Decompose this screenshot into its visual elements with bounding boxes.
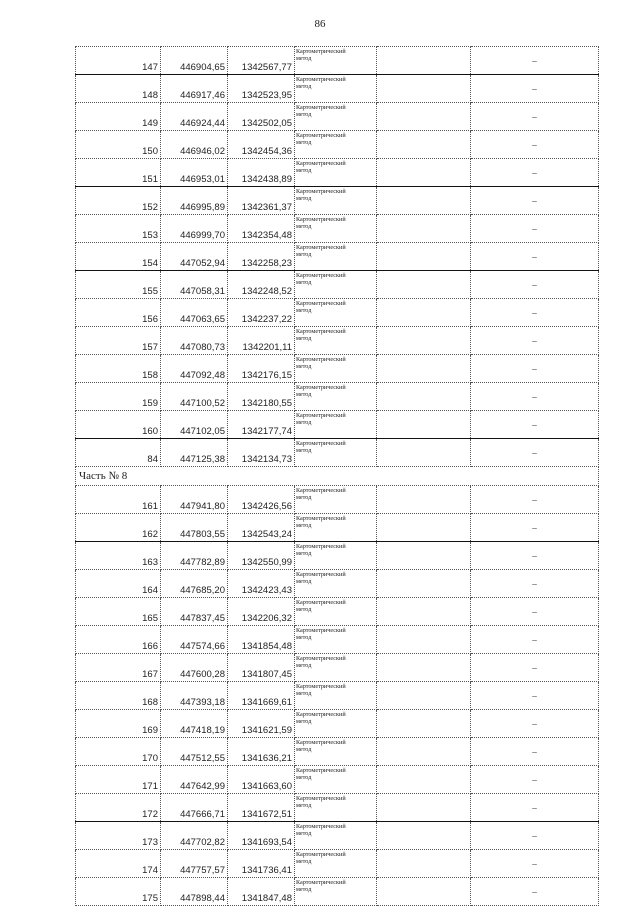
x-coordinate-cell: 447512,55 (161, 738, 228, 766)
dash-cell: – (471, 626, 599, 654)
empty-cell (377, 271, 471, 299)
point-number-cell: 148 (76, 75, 161, 103)
point-number-cell: 165 (76, 598, 161, 626)
method-cell: Картометрический метод (295, 411, 377, 439)
table-row (76, 850, 599, 878)
y-coordinate-cell: 1342134,73 (228, 439, 295, 467)
table-row (76, 271, 599, 299)
empty-cell (377, 47, 471, 75)
method-cell: Картометрический метод (295, 486, 377, 514)
table-row (76, 327, 599, 355)
dash-cell: – (471, 299, 599, 327)
method-cell: Картометрический метод (295, 243, 377, 271)
dash-cell: – (471, 439, 599, 467)
dash-cell: – (471, 103, 599, 131)
empty-cell (377, 103, 471, 131)
point-number-cell: 162 (76, 514, 161, 542)
y-coordinate-cell: 1342201,11 (228, 327, 295, 355)
x-coordinate-cell: 447063,65 (161, 299, 228, 327)
method-cell: Картометрический метод (295, 47, 377, 75)
dash-cell: – (471, 411, 599, 439)
method-cell: Картометрический метод (295, 542, 377, 570)
method-cell: Картометрический метод (295, 738, 377, 766)
dash-cell: – (471, 327, 599, 355)
x-coordinate-cell: 447702,82 (161, 822, 228, 850)
x-coordinate-cell: 446953,01 (161, 159, 228, 187)
x-coordinate-cell: 447102,05 (161, 411, 228, 439)
page-number: 86 (314, 18, 326, 30)
point-number-cell: 84 (76, 439, 161, 467)
empty-cell (377, 570, 471, 598)
x-coordinate-cell: 447837,45 (161, 598, 228, 626)
table-row (76, 542, 599, 570)
method-cell: Картометрический метод (295, 682, 377, 710)
table-row (76, 682, 599, 710)
y-coordinate-cell: 1342502,05 (228, 103, 295, 131)
empty-cell (377, 514, 471, 542)
x-coordinate-cell: 447393,18 (161, 682, 228, 710)
table-row (76, 654, 599, 682)
y-coordinate-cell: 1342206,32 (228, 598, 295, 626)
dash-cell: – (471, 243, 599, 271)
point-number-cell: 160 (76, 411, 161, 439)
dash-cell: – (471, 131, 599, 159)
y-coordinate-cell: 1341847,48 (228, 878, 295, 906)
empty-cell (377, 682, 471, 710)
table-row (76, 738, 599, 766)
method-cell: Картометрический метод (295, 159, 377, 187)
point-number-cell: 155 (76, 271, 161, 299)
table-row (76, 159, 599, 187)
point-number-cell: 171 (76, 766, 161, 794)
y-coordinate-cell: 1342543,24 (228, 514, 295, 542)
x-coordinate-cell: 446999,70 (161, 215, 228, 243)
method-cell: Картометрический метод (295, 598, 377, 626)
x-coordinate-cell: 447757,57 (161, 850, 228, 878)
y-coordinate-cell: 1342177,74 (228, 411, 295, 439)
y-coordinate-cell: 1341669,61 (228, 682, 295, 710)
table-row (76, 794, 599, 822)
empty-cell (377, 766, 471, 794)
dash-cell: – (471, 738, 599, 766)
empty-cell (377, 738, 471, 766)
point-number-cell: 149 (76, 103, 161, 131)
empty-cell (377, 299, 471, 327)
y-coordinate-cell: 1341636,21 (228, 738, 295, 766)
point-number-cell: 154 (76, 243, 161, 271)
y-coordinate-cell: 1342248,52 (228, 271, 295, 299)
y-coordinate-cell: 1342237,22 (228, 299, 295, 327)
method-cell: Картометрический метод (295, 327, 377, 355)
x-coordinate-cell: 446904,65 (161, 47, 228, 75)
method-cell: Картометрический метод (295, 271, 377, 299)
point-number-cell: 172 (76, 794, 161, 822)
method-cell: Картометрический метод (295, 383, 377, 411)
table-row (76, 878, 599, 906)
point-number-cell: 163 (76, 542, 161, 570)
method-cell: Картометрический метод (295, 626, 377, 654)
y-coordinate-cell: 1342361,37 (228, 187, 295, 215)
x-coordinate-cell: 446924,44 (161, 103, 228, 131)
x-coordinate-cell: 446995,89 (161, 187, 228, 215)
dash-cell: – (471, 682, 599, 710)
dash-cell: – (471, 187, 599, 215)
table-row (76, 710, 599, 738)
point-number-cell: 151 (76, 159, 161, 187)
empty-cell (377, 822, 471, 850)
method-cell: Картометрический метод (295, 299, 377, 327)
empty-cell (377, 131, 471, 159)
x-coordinate-cell: 447058,31 (161, 271, 228, 299)
dash-cell: – (471, 710, 599, 738)
coordinates-table (75, 46, 599, 906)
x-coordinate-cell: 447782,89 (161, 542, 228, 570)
dash-cell: – (471, 766, 599, 794)
method-cell: Картометрический метод (295, 75, 377, 103)
y-coordinate-cell: 1341807,45 (228, 654, 295, 682)
point-number-cell: 150 (76, 131, 161, 159)
y-coordinate-cell: 1342180,55 (228, 383, 295, 411)
y-coordinate-cell: 1342454,36 (228, 131, 295, 159)
dash-cell: – (471, 514, 599, 542)
empty-cell (377, 327, 471, 355)
method-cell: Картометрический метод (295, 355, 377, 383)
x-coordinate-cell: 447803,55 (161, 514, 228, 542)
table-row (76, 75, 599, 103)
point-number-cell: 170 (76, 738, 161, 766)
table-row (76, 299, 599, 327)
table-row (76, 570, 599, 598)
y-coordinate-cell: 1342426,56 (228, 486, 295, 514)
empty-cell (377, 439, 471, 467)
table-row (76, 131, 599, 159)
method-cell: Картометрический метод (295, 439, 377, 467)
x-coordinate-cell: 447898,44 (161, 878, 228, 906)
empty-cell (377, 383, 471, 411)
empty-cell (377, 159, 471, 187)
empty-cell (377, 486, 471, 514)
empty-cell (377, 542, 471, 570)
x-coordinate-cell: 447080,73 (161, 327, 228, 355)
method-cell: Картометрический метод (295, 766, 377, 794)
dash-cell: – (471, 271, 599, 299)
x-coordinate-cell: 447125,38 (161, 439, 228, 467)
y-coordinate-cell: 1341854,48 (228, 626, 295, 654)
x-coordinate-cell: 447418,19 (161, 710, 228, 738)
y-coordinate-cell: 1342354,48 (228, 215, 295, 243)
table-row (76, 766, 599, 794)
dash-cell: – (471, 215, 599, 243)
y-coordinate-cell: 1341736,41 (228, 850, 295, 878)
x-coordinate-cell: 447600,28 (161, 654, 228, 682)
x-coordinate-cell: 446917,46 (161, 75, 228, 103)
dash-cell: – (471, 75, 599, 103)
y-coordinate-cell: 1342550,99 (228, 542, 295, 570)
x-coordinate-cell: 447642,99 (161, 766, 228, 794)
method-cell: Картометрический метод (295, 215, 377, 243)
x-coordinate-cell: 447052,94 (161, 243, 228, 271)
x-coordinate-cell: 447685,20 (161, 570, 228, 598)
dash-cell: – (471, 598, 599, 626)
method-cell: Картометрический метод (295, 794, 377, 822)
empty-cell (377, 878, 471, 906)
y-coordinate-cell: 1341693,54 (228, 822, 295, 850)
point-number-cell: 152 (76, 187, 161, 215)
point-number-cell: 175 (76, 878, 161, 906)
dash-cell: – (471, 355, 599, 383)
table-row (76, 103, 599, 131)
method-cell: Картометрический метод (295, 654, 377, 682)
table-row (76, 243, 599, 271)
x-coordinate-cell: 447574,66 (161, 626, 228, 654)
y-coordinate-cell: 1341621,59 (228, 710, 295, 738)
y-coordinate-cell: 1342176,15 (228, 355, 295, 383)
x-coordinate-cell: 447100,52 (161, 383, 228, 411)
section-title: Часть № 8 (76, 467, 599, 486)
method-cell: Картометрический метод (295, 878, 377, 906)
point-number-cell: 156 (76, 299, 161, 327)
method-cell: Картометрический метод (295, 131, 377, 159)
table-row (76, 187, 599, 215)
dash-cell: – (471, 570, 599, 598)
table-row (76, 486, 599, 514)
y-coordinate-cell: 1342523,95 (228, 75, 295, 103)
method-cell: Картометрический метод (295, 570, 377, 598)
point-number-cell: 159 (76, 383, 161, 411)
x-coordinate-cell: 447941,80 (161, 486, 228, 514)
dash-cell: – (471, 654, 599, 682)
y-coordinate-cell: 1341663,60 (228, 766, 295, 794)
x-coordinate-cell: 447666,71 (161, 794, 228, 822)
coordinates-table-body (76, 47, 599, 906)
empty-cell (377, 654, 471, 682)
dash-cell: – (471, 850, 599, 878)
dash-cell: – (471, 822, 599, 850)
dash-cell: – (471, 383, 599, 411)
table-row (76, 822, 599, 850)
dash-cell: – (471, 159, 599, 187)
table-row (76, 215, 599, 243)
empty-cell (377, 355, 471, 383)
method-cell: Картометрический метод (295, 822, 377, 850)
x-coordinate-cell: 447092,48 (161, 355, 228, 383)
dash-cell: – (471, 542, 599, 570)
dash-cell: – (471, 486, 599, 514)
table-row (76, 514, 599, 542)
point-number-cell: 158 (76, 355, 161, 383)
table-row (76, 47, 599, 75)
y-coordinate-cell: 1342258,23 (228, 243, 295, 271)
y-coordinate-cell: 1341672,51 (228, 794, 295, 822)
point-number-cell: 174 (76, 850, 161, 878)
y-coordinate-cell: 1342567,77 (228, 47, 295, 75)
empty-cell (377, 598, 471, 626)
empty-cell (377, 215, 471, 243)
point-number-cell: 147 (76, 47, 161, 75)
point-number-cell: 153 (76, 215, 161, 243)
section-row (76, 467, 599, 486)
y-coordinate-cell: 1342438,89 (228, 159, 295, 187)
point-number-cell: 157 (76, 327, 161, 355)
dash-cell: – (471, 794, 599, 822)
point-number-cell: 167 (76, 654, 161, 682)
empty-cell (377, 411, 471, 439)
dash-cell: – (471, 47, 599, 75)
empty-cell (377, 75, 471, 103)
method-cell: Картометрический метод (295, 514, 377, 542)
y-coordinate-cell: 1342423,43 (228, 570, 295, 598)
table-row (76, 411, 599, 439)
method-cell: Картометрический метод (295, 710, 377, 738)
table-row (76, 355, 599, 383)
method-cell: Картометрический метод (295, 103, 377, 131)
empty-cell (377, 794, 471, 822)
method-cell: Картометрический метод (295, 187, 377, 215)
empty-cell (377, 626, 471, 654)
empty-cell (377, 187, 471, 215)
table-row (76, 439, 599, 467)
method-cell: Картометрический метод (295, 850, 377, 878)
point-number-cell: 164 (76, 570, 161, 598)
dash-cell: – (471, 878, 599, 906)
table-row (76, 598, 599, 626)
empty-cell (377, 710, 471, 738)
point-number-cell: 161 (76, 486, 161, 514)
table-row (76, 383, 599, 411)
point-number-cell: 168 (76, 682, 161, 710)
empty-cell (377, 850, 471, 878)
point-number-cell: 169 (76, 710, 161, 738)
point-number-cell: 166 (76, 626, 161, 654)
x-coordinate-cell: 446946,02 (161, 131, 228, 159)
point-number-cell: 173 (76, 822, 161, 850)
table-row (76, 626, 599, 654)
empty-cell (377, 243, 471, 271)
